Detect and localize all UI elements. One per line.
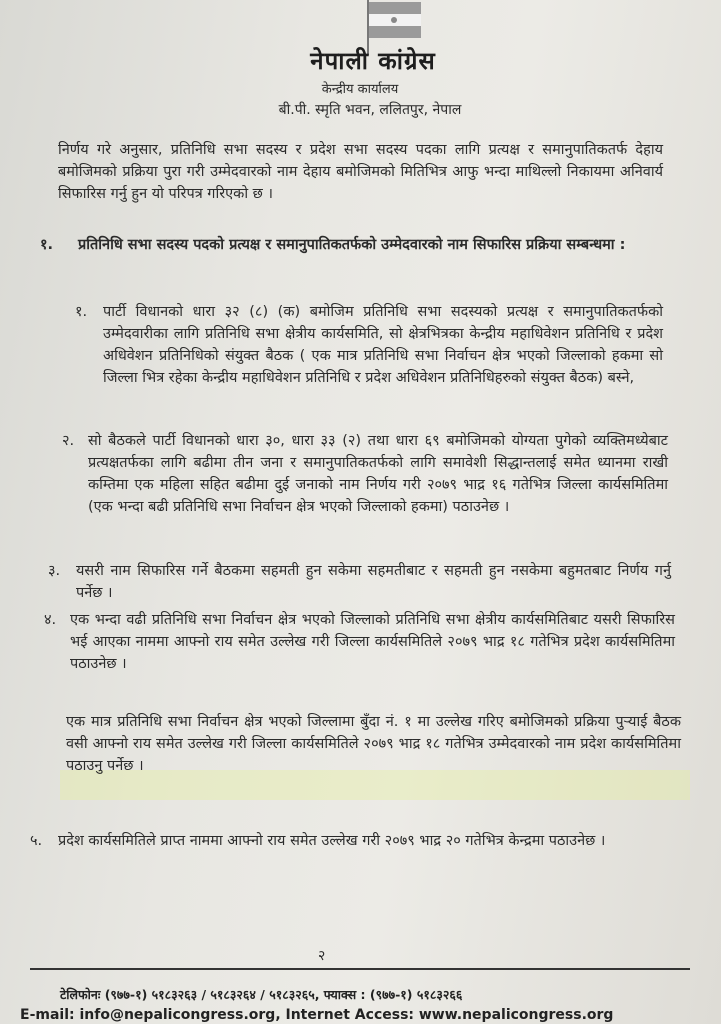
section-1-heading: प्रतिनिधि सभा सदस्य पदको प्रत्यक्ष र समानुपातिकतर्फको उम्मेदवारको नाम सिफारिस प्रक्रिया सम्बन्धमा : xyxy=(78,237,626,253)
footer-divider xyxy=(30,968,690,970)
section-1-number: १. xyxy=(40,237,54,253)
office-name: केन्द्रीय कार्यालय xyxy=(321,82,399,97)
item-5-text: प्रदेश कार्यसमितिले प्राप्त नाममा आफ्नो राय समेत उल्लेख गरी २०७९ भाद्र २० गतेभित्र केन्द्रमा पठाउनेछ । xyxy=(58,833,606,849)
footer-phone: टेलिफोनः (९७७-१) ५१८३२६३ / ५१८३२६४ / ५१८३२६५, फ्याक्स : (९७७-१) ५१८३२६६ xyxy=(60,987,463,1002)
item-4-number: ४. xyxy=(44,612,57,628)
item-1-number: १. xyxy=(75,304,88,320)
item-2-text: सो बैठकले पार्टी विधानको धारा ३०, धारा ३३ (२) तथा धारा ६९ बमोजिमको योग्यता पुगेको व्यक्तिमध्येबाट प्रत्यक्षतर्फका लागि बढीमा तीन जना र समानुपातिकतर्फको लागि समावेशी सिद्धान्तलाई समेत ध्यानमा राखी कम्तिमा एक महिला सहित बढीमा दुई जनाको नाम निर्णय गरी २०७९ भाद्र १६ गतेभित्र जिल्ला कार्यसमितिमा (एक भन्दा बढी प्रतिनिधि सभा निर्वाचन क्षेत्र भएको जिल्लाको हकमा) पठाउनेछ । xyxy=(88,433,668,515)
org-name: नेपाली कांग्रेस xyxy=(310,47,436,75)
office-address: बी.पी. स्मृति भवन, ललितपुर, नेपाल xyxy=(278,102,462,118)
item-4-sub-paragraph: एक मात्र प्रतिनिधि सभा निर्वाचन क्षेत्र भएको जिल्लामा बुँदा नं. १ मा उल्लेख गरिए बमोजिमको प्रक्रिया पुऱ्याई बैठक वसी आफ्नो राय समेत उल्लेख गरी जिल्ला कार्यसमितिले २०७९ भाद्र १८ गतेभित्र उम्मेदवारको नाम प्रदेश कार्यसमितिमा पठाउनु पर्नेछ । xyxy=(66,714,681,774)
item-3-text: यसरी नाम सिफारिस गर्ने बैठकमा सहमती हुन सकेमा सहमतीबाट र सहमती हुन नसकेमा बहुमतबाट निर्णय गर्नु पर्नेछ । xyxy=(76,563,671,601)
item-5-number: ५. xyxy=(30,833,43,849)
item-2-number: २. xyxy=(62,433,75,449)
item-3-number: ३. xyxy=(48,563,61,579)
item-4-text: एक भन्दा वढी प्रतिनिधि सभा निर्वाचन क्षेत्र भएको जिल्लाको प्रतिनिधि सभा क्षेत्रीय कार्यसमितिबाट यसरी सिफारिस भई आएका नाममा आफ्नो राय समेत उल्लेख गरी जिल्ला कार्यसमितिले २०७९ भाद्र १८ गतेभित्र प्रदेश कार्यसमितिमा पठाउनेछ । xyxy=(70,612,675,672)
footer-email: E-mail: info@nepalicongress.org, Internet Access: www.nepalicongress.org xyxy=(20,1007,614,1023)
intro-paragraph: निर्णय गरे अनुसार, प्रतिनिधि सभा सदस्य र प्रदेश सभा सदस्य पदका लागि प्रत्यक्ष र समानुपातिकतर्फ देहाय बमोजिमको प्रक्रिया पुरा गरी उम्मेदवारको नाम देहाय बमोजिमको मितिभित्र आफु भन्दा माथिल्लो निकायमा अनिवार्य सिफारिस गर्नु हुन यो परिपत्र गरिएको छ । xyxy=(58,142,663,202)
item-1-text: पार्टी विधानको धारा ३२ (८) (क) बमोजिम प्रतिनिधि सभा सदस्यको प्रत्यक्ष र समानुपातिकतर्फको उम्मेदवारीका लागि प्रतिनिधि सभा क्षेत्रीय कार्यसमिति, सो क्षेत्रभित्रका केन्द्रीय महाधिवेशन प्रतिनिधि र प्रदेश अधिवेशन प्रतिनिधिको संयुक्त बैठक ( एक मात्र प्रतिनिधि सभा निर्वाचन क्षेत्र भएको जिल्लाको हकमा सो जिल्ला भित्र रहेका केन्द्रीय महाधिवेशन प्रतिनिधि र प्रदेश अधिवेशन प्रतिनिधिहरुको संयुक्त बैठक) बस्ने, xyxy=(103,304,663,386)
page-number: २ xyxy=(318,948,326,964)
